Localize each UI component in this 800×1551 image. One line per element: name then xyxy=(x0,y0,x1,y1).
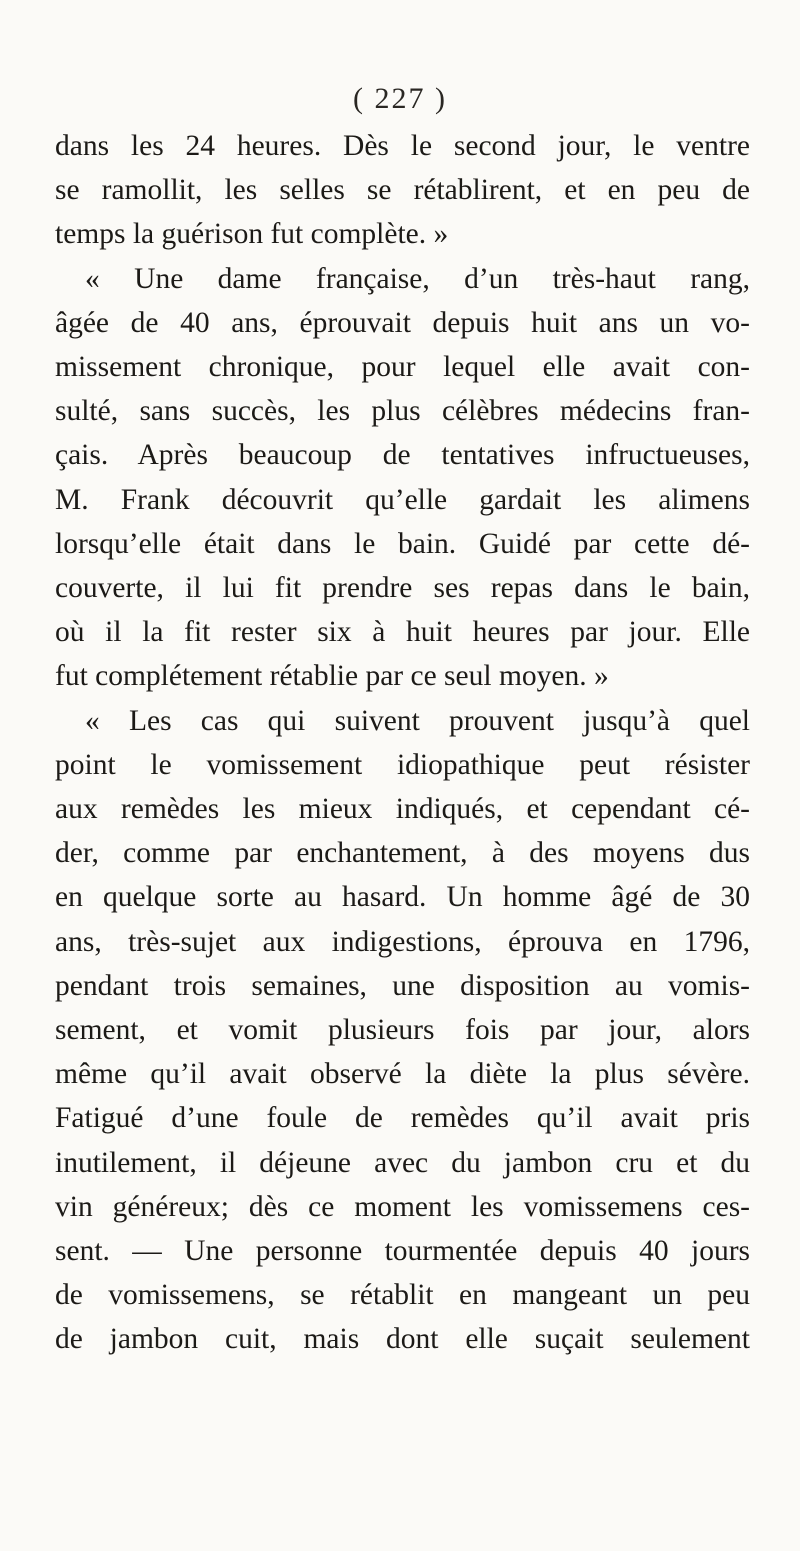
text-line: dans les 24 heures. Dès le second jour, le ventre xyxy=(55,130,750,162)
text-line: ans, très-sujet aux indigestions, éprouva en 1796, xyxy=(55,925,750,958)
text-line: « Les cas qui suivent prouvent jusqu’à quel xyxy=(85,704,750,737)
paragraph-1 xyxy=(55,124,750,257)
text-line: pendant trois semaines, une disposition au vomis- xyxy=(55,969,750,1002)
text-line: temps la guérison fut complète. » xyxy=(55,218,449,251)
text-line: lorsqu’elle était dans le bain. Guidé par cette dé- xyxy=(55,527,750,560)
text-line: çais. Après beaucoup de tentatives infructueuses, xyxy=(55,439,750,472)
text-line: inutilement, il déjeune avec du jambon cru et du xyxy=(55,1146,750,1179)
page-number: ( 227 ) xyxy=(353,82,447,115)
text-line: fut complétement rétablie par ce seul moyen. » xyxy=(55,660,609,693)
paragraph-2 xyxy=(55,257,750,699)
text-line: sement, et vomit plusieurs fois par jour, alors xyxy=(55,1014,750,1047)
body-text xyxy=(55,124,750,1362)
text-line: en quelque sorte au hasard. Un homme âgé de 30 xyxy=(55,881,750,914)
text-line: âgée de 40 ans, éprouvait depuis huit ans un vo- xyxy=(55,306,750,339)
text-line: « Une dame française, d’un très-haut rang, xyxy=(85,262,750,295)
text-line: Fatigué d’une foule de remèdes qu’il avait pris xyxy=(55,1102,750,1135)
text-line: couverte, il lui fit prendre ses repas dans le bain, xyxy=(55,572,750,605)
text-line: point le vomissement idiopathique peut résister xyxy=(55,748,750,781)
text-line: sulté, sans succès, les plus célèbres médecins fran- xyxy=(55,395,750,428)
text-line: M. Frank découvrit qu’elle gardait les alimens xyxy=(55,483,750,516)
text-line: aux remèdes les mieux indiqués, et cependant cé- xyxy=(55,793,750,826)
paragraph-3 xyxy=(55,699,750,1362)
text-line: der, comme par enchantement, à des moyens dus xyxy=(55,837,750,870)
text-line: de jambon cuit, mais dont elle suçait seulement xyxy=(55,1323,750,1356)
text-line: missement chronique, pour lequel elle avait con- xyxy=(55,351,750,384)
text-line: même qu’il avait observé la diète la plus sévère. xyxy=(55,1058,750,1091)
text-line: sent. — Une personne tourmentée depuis 40 jours xyxy=(55,1235,750,1268)
text-line: vin généreux; dès ce moment les vomissemens ces- xyxy=(55,1190,750,1223)
text-line: se ramollit, les selles se rétablirent, et en peu de xyxy=(55,174,750,207)
text-line: de vomissemens, se rétablit en mangeant un peu xyxy=(55,1279,750,1312)
text-line: où il la fit rester six à huit heures par jour. Elle xyxy=(55,616,750,649)
